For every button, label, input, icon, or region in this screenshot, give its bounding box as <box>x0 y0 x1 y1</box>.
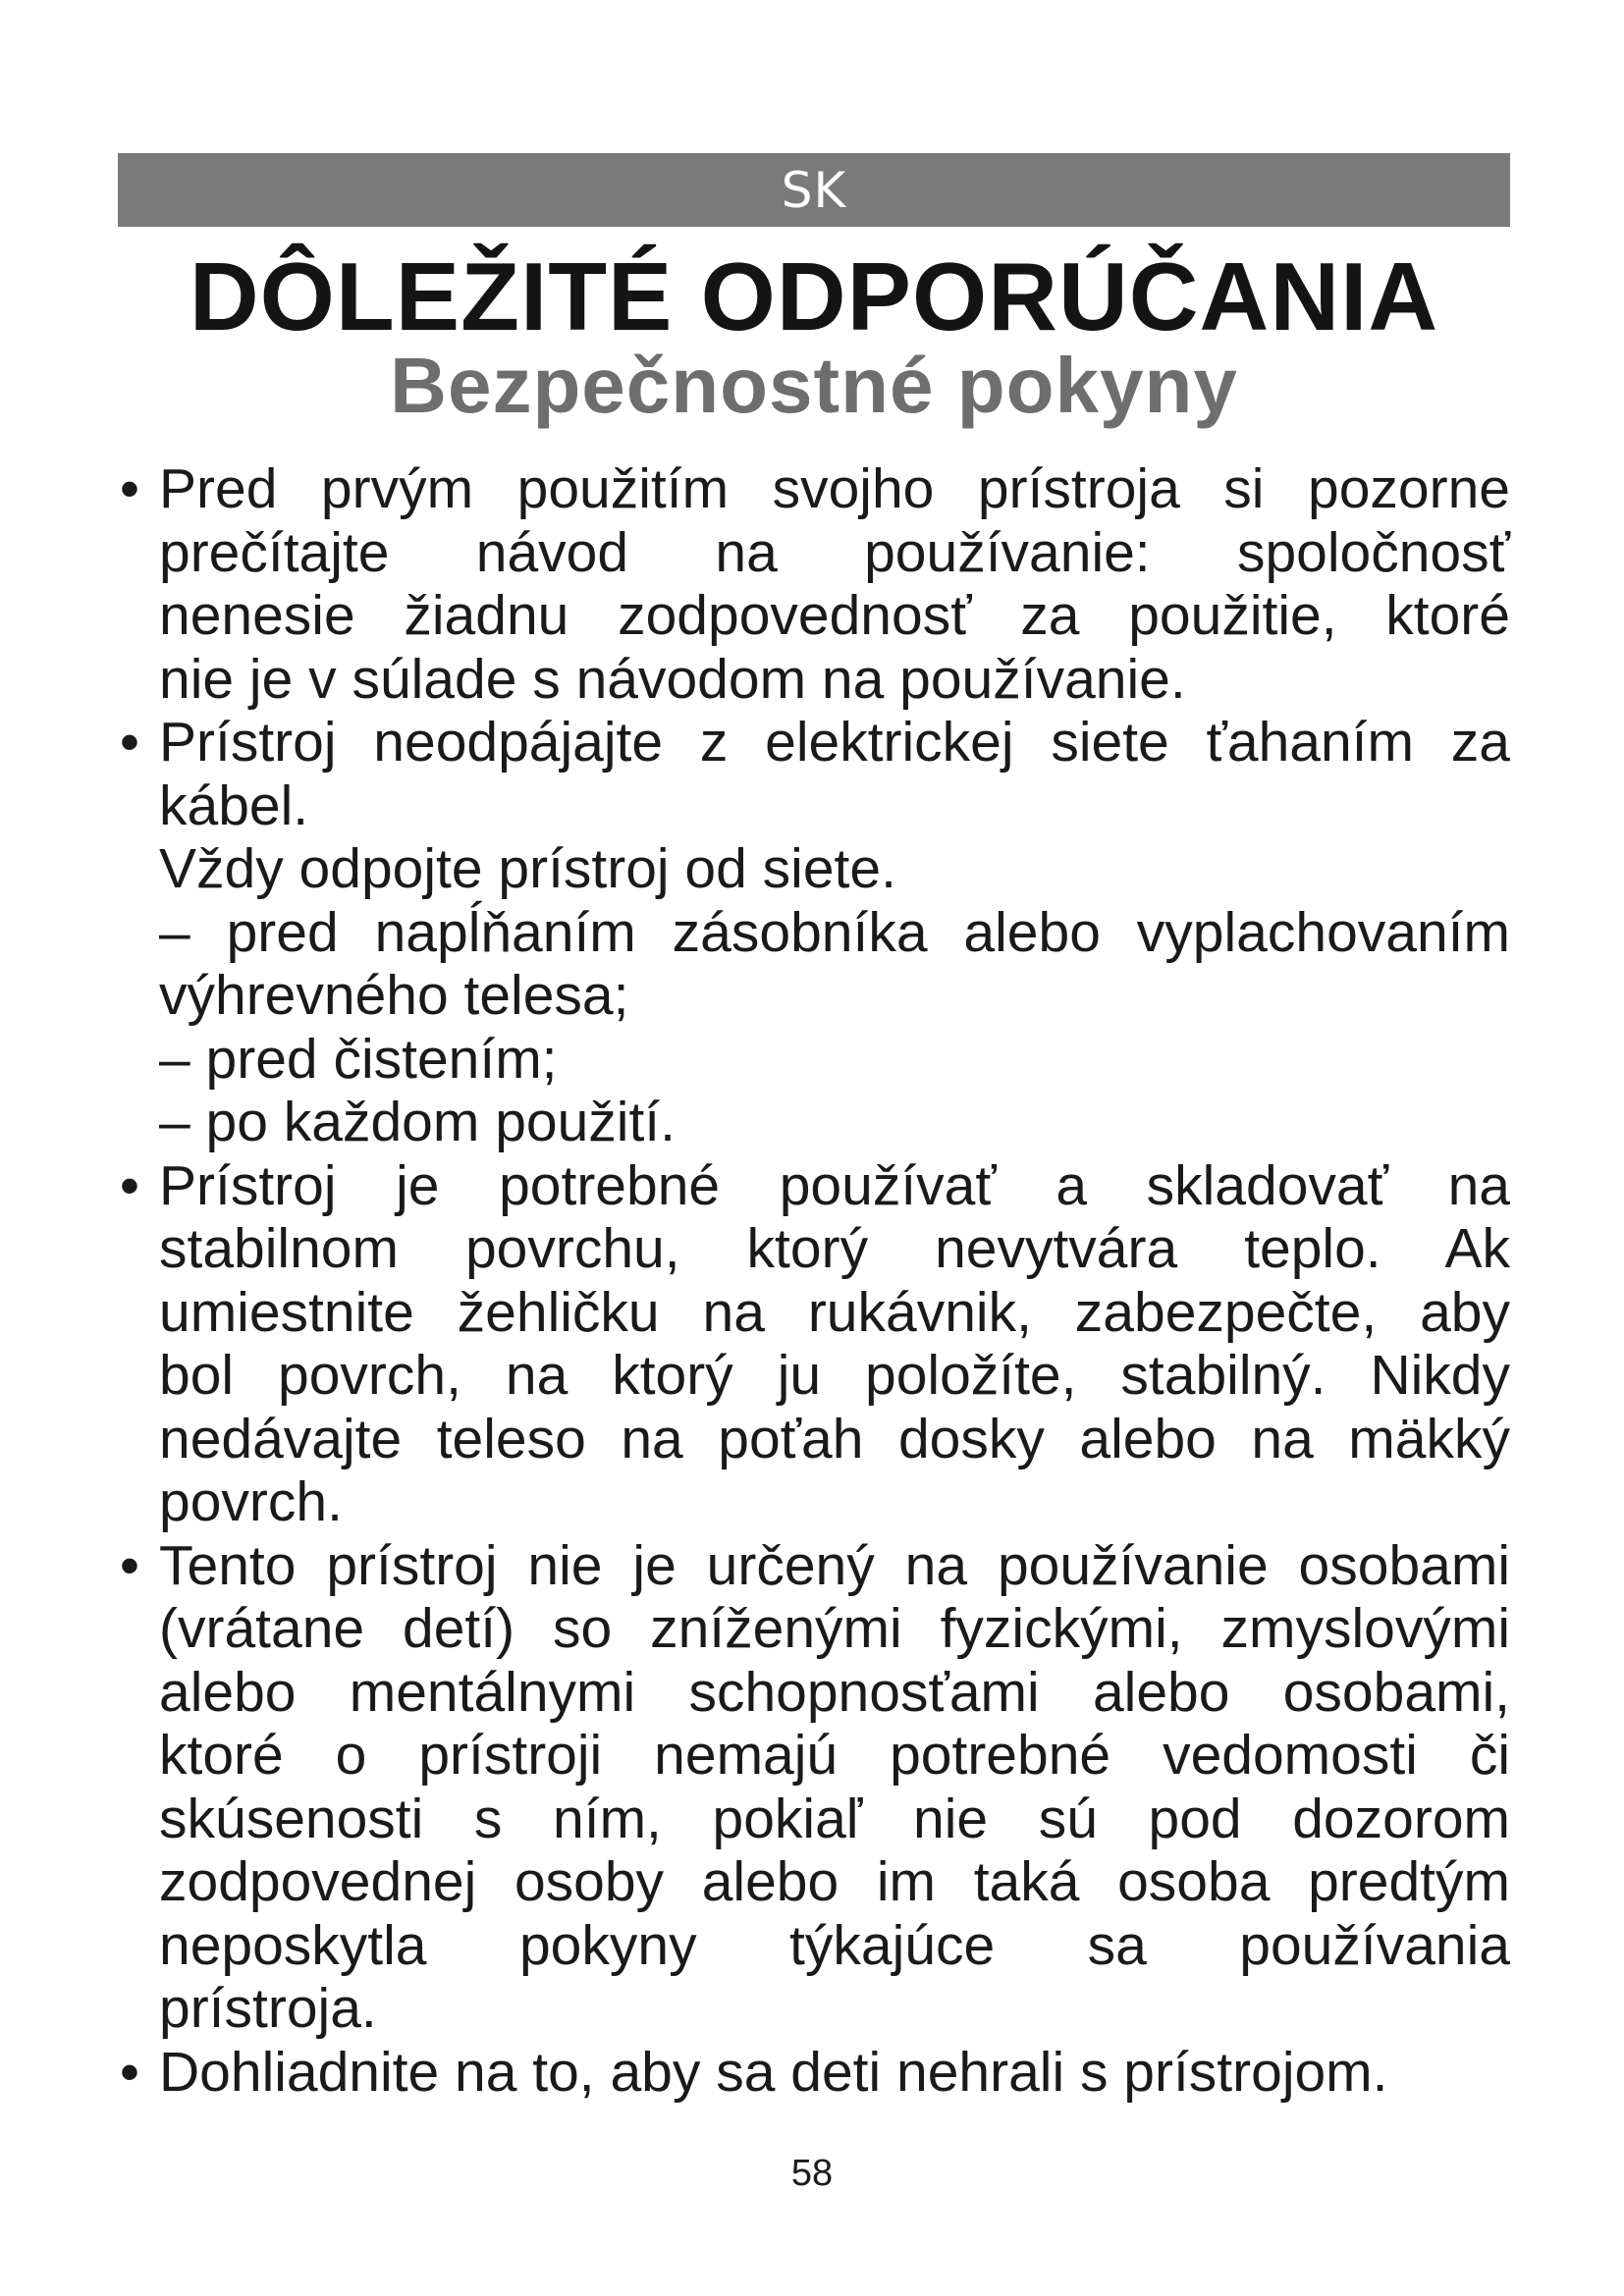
bullet-icon: • <box>120 711 139 774</box>
instruction-line: Dohliadnite na to, aby sa deti nehrali s prístrojom. <box>159 2040 1388 2104</box>
instruction-line: povrch. <box>159 1470 343 1533</box>
page-subtitle: Bezpečnostné pokyny <box>390 342 1238 429</box>
instruction-line: Vždy odpojte prístroj od siete. <box>159 837 896 900</box>
language-bar <box>118 153 1510 227</box>
instruction-line: alebo mentálnymi schopnosťami alebo osobami, <box>159 1660 1510 1724</box>
instruction-line: neposkytla pokyny týkajúce sa používania <box>159 1913 1510 1977</box>
instruction-line: – po každom použití. <box>159 1091 676 1153</box>
instruction-line: zodpovednej osoby alebo im taká osoba predtým <box>159 1850 1510 1913</box>
bullet-icon: • <box>120 2040 139 2104</box>
bullet-icon: • <box>120 457 139 520</box>
page-title: DÔLEŽITÉ ODPORÚČANIA <box>189 242 1439 350</box>
instruction-line: kábel. <box>159 774 309 837</box>
instruction-item <box>118 457 1510 711</box>
instruction-line: stabilnom povrchu, ktorý nevytvára teplo. Ak <box>159 1217 1510 1280</box>
instruction-line: bol povrch, na ktorý ju položíte, stabilný. Nikdy <box>159 1344 1510 1407</box>
instruction-line: prečítajte návod na používanie: spoločnosť <box>159 520 1510 584</box>
instruction-item <box>118 1154 1510 1534</box>
instruction-line: Tento prístroj nie je určený na používanie osobami <box>159 1533 1510 1597</box>
bullet-icon: • <box>120 1153 139 1217</box>
bullet-icon: • <box>120 1533 139 1597</box>
instruction-line: skúsenosti s ním, pokiaľ nie sú pod dozorom <box>159 1787 1510 1850</box>
instruction-line: ktoré o prístroji nemajú potrebné vedomosti či <box>159 1724 1510 1787</box>
instruction-line: – pred napĺňaním zásobníka alebo vyplachovaním <box>159 900 1510 964</box>
safety-instructions-list <box>118 457 1510 2104</box>
instruction-line: Prístroj je potrebné používať a skladovať na <box>159 1153 1510 1217</box>
instruction-line: nenesie žiadnu zodpovednosť za použitie, ktoré <box>159 584 1510 647</box>
instruction-line: – pred čistením; <box>159 1027 558 1091</box>
instruction-line: umiestnite žehličku na rukávnik, zabezpečte, aby <box>159 1280 1510 1344</box>
instruction-line: (vrátane detí) so zníženými fyzickými, zmyslovými <box>159 1597 1510 1660</box>
instruction-line: prístroja. <box>159 1977 377 2040</box>
instruction-item <box>118 1534 1510 2041</box>
instruction-line: nie je v súlade s návodom na používanie. <box>159 647 1186 711</box>
language-code: SK <box>781 161 847 219</box>
instruction-item <box>118 711 1510 1154</box>
page-number: 58 <box>790 2153 834 2194</box>
instruction-line: nedávajte teleso na poťah dosky alebo na mäkký <box>159 1407 1510 1470</box>
instruction-item <box>118 2041 1510 2105</box>
instruction-line: Pred prvým použitím svojho prístroja si pozorne <box>159 457 1510 520</box>
instruction-line: výhrevného telesa; <box>159 964 629 1027</box>
instruction-line: Prístroj neodpájajte z elektrickej siete ťahaním za <box>159 711 1510 774</box>
